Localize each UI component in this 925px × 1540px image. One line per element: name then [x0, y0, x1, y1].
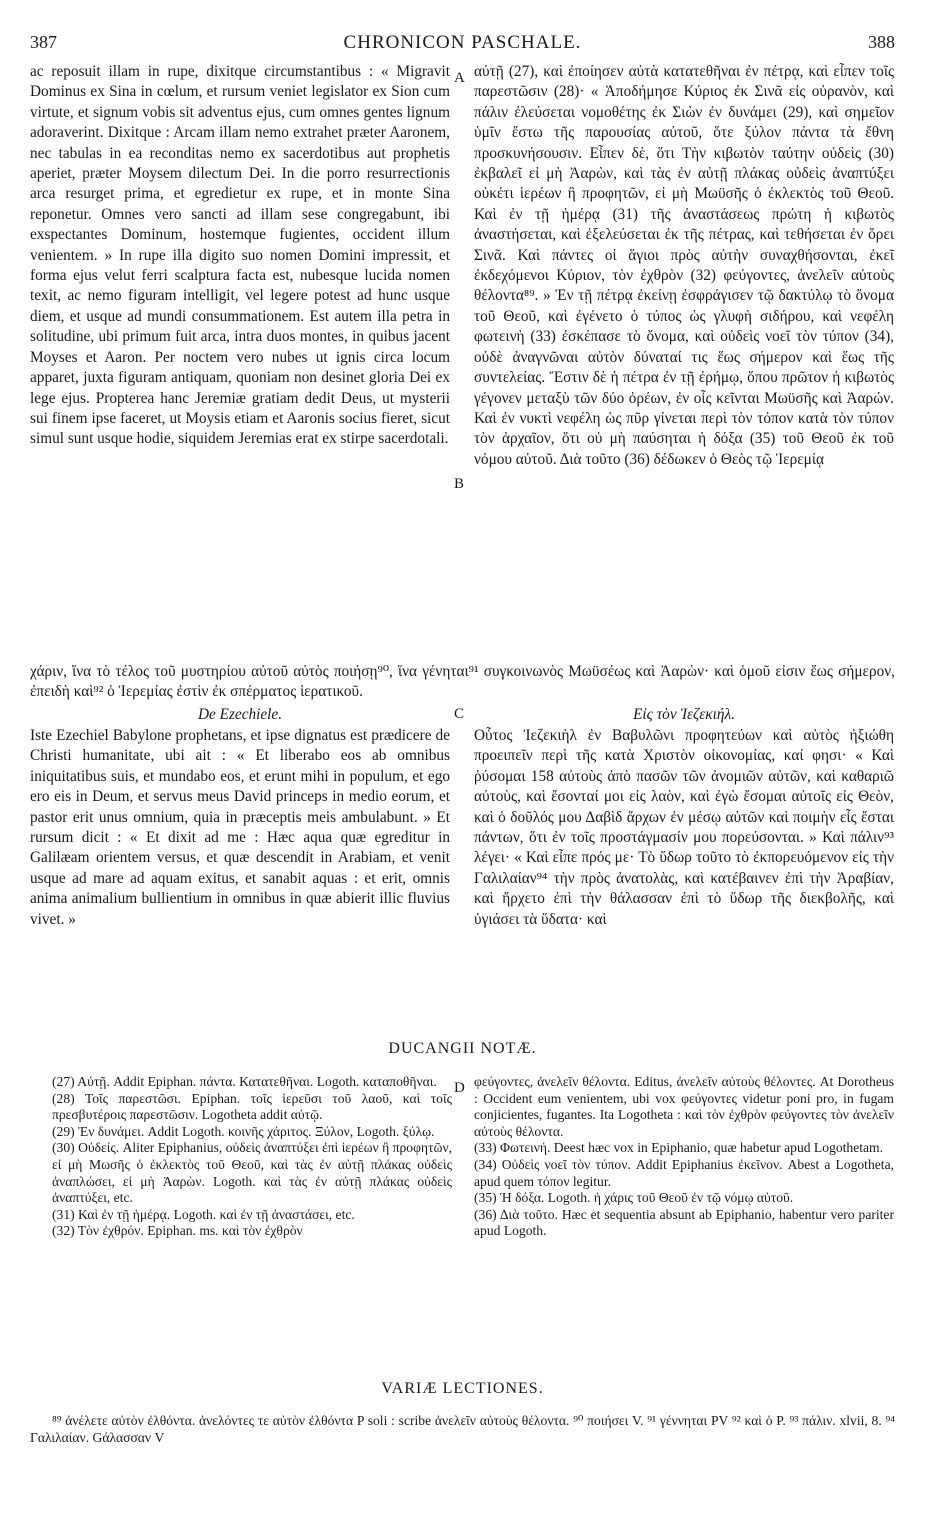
- latin-paragraph: ac reposuit illam in rupe, dixitque circumstantibus : « Migravit Dominus ex Sina in cœlum, et rursum veniet legislator ex Sion cum virtute, et signum vobis sit adventus ejus, cum omnes gentes lignum adoraverint. Dixitque : Arcam illam nemo extrahet præter Aaronem, nec tabulas in ea reconditas nemo ex sacerdotibus aut prophetis aperiet, præter Moysem dilectum Dei. In die porro resurrectionis arca resurget prima, et egredietur ex rupe, et in monte Sina reponetur. Omnes vero sancti ad illam sese congregabunt, ibi exspectantes Dominum, hostemque fugientes, occident illum venientem. » In rupe illa digito suo nomen Domini impressit, et forma ejus velut ferri scalptura facta est, nubesque lucida nomen texit, ac nemo figuram intelligit, vel legere potest ad hunc usque diem, et usque ad mundi consummationem. Est autem illa petra in solitudine, ubi primum fuit arca, intra duos montes, in quibus jacent Moyses et Aaron. Per noctem vero nubes ut ignis circa locum apparet, juxta figuram antiquam, quoniam non desinet gloria Dei ex lege ejus. Propterea hanc Jeremiæ gratiam dedit Deus, ut mysterii sui finem ipse faceret, ut Moysis etiam et Aaronis socius fieret, sicut simul sunt usque hodie, siquidem Jeremias erat ex stirpe sacerdotali.: [30, 63, 450, 448]
- margin-marker-b: B: [454, 476, 465, 492]
- latin-column-top: [30, 62, 450, 450]
- page-number-right: 388: [868, 32, 895, 52]
- latin-column-bottom: [30, 726, 450, 930]
- greek-column-bottom: [474, 726, 894, 930]
- page-number-left: 387: [30, 32, 57, 52]
- note-item: (32) Τὸν ἐχθρόν. Epiphan. ms. καὶ τὸν ἐχθρὸν: [52, 1223, 303, 1239]
- note-item: (31) Καὶ ἐν τῇ ἡμέρᾳ. Logoth. καὶ ἐν τῇ ἀναστάσει, etc.: [52, 1206, 355, 1222]
- note-item: (34) Οὐδεὶς νοεῖ τὸν τύπον. Addit Epiphanius ἐκεῖνον. Abest a Logotheta, apud quem τόπον legitur.: [474, 1156, 894, 1189]
- note-item: (36) Διὰ τοῦτο. Hæc et sequentia absunt ab Epiphanio, habentur vero pariter apud Logoth.: [474, 1206, 894, 1239]
- notes-right-column: [474, 1074, 894, 1240]
- running-head: [30, 32, 895, 54]
- greek-column-top: [474, 62, 894, 470]
- latin-ezechiel-paragraph: Iste Ezechiel Babylone prophetans, et ipse dignatus est prædicere de Christi humanitate, ubi ait : « Et liberabo eos ab omnibus iniquitatibus suis, et mundabo eos, et erunt mihi in populum, et ego ero eis in Deum, et servus meus David princeps in medio eorum, et pastor erit unus omnium, quia in præceptis meis ambulabunt. » Et rursum dicit : « Et dixit ad me : Hæc aqua quæ egreditur in Galilæam orientem versus, et quæ descendit in Arabiam, et venit usque ad mare ad aquam exitus, et sanabit aquas : et erit, omnis anima animalium bullientium in omnibus in quæ abierit illic fluvius vivet. »: [30, 727, 450, 928]
- full-width-greek-lines: [30, 662, 895, 703]
- margin-marker-a: A: [454, 70, 465, 86]
- greek-continuation: χάριν, ἵνα τὸ τέλος τοῦ μυστηρίου αὐτοῦ αὐτὸς ποιήσῃ⁹⁰, ἵνα γένηται⁹¹ συγκοινωνὸς Μωϋσέως καὶ Ἀαρὼν· καὶ ὁμοῦ εἰσιν ἕως σήμερον, ἐπειδὴ καὶ⁹² ὁ Ἱερεμίας ἐστὶν ἐκ σπέρματος ἱερατικοῦ.: [30, 663, 895, 701]
- margin-marker-d: D: [454, 1080, 465, 1096]
- greek-paragraph: αὐτῇ (27), καὶ ἐποίησεν αὐτὰ κατατεθῆναι ἐν πέτρᾳ, καὶ εἶπεν τοῖς παρεστῶσιν (28)· « Ἀποδήμησε Κύριος ἐκ Σινᾶ εἰς οὐρανὸν, καὶ πάλιν ἐλεύσεται νομοθέτης ἐκ Σιὼν ἐν δυνάμει (29), καὶ σημεῖον ὑμῖν ἔστω τῆς παρουσίας αὐτοῦ, ὅτε ξύλον πάντα τὰ ἔθνη προσκυνήσουσιν. Εἶπεν δὲ, ὅτι Τὴν κιβωτὸν ταύτην οὐδεὶς (30) ἐκβαλεῖ εἰ μὴ Ἀαρὼν, καὶ τὰς ἐν αὐτῇ πλάκας οὐδεὶς ἀναπτύξει οὐκέτι ἱερέων ἢ προφητῶν, εἰ μὴ Μωϋσῆς ὁ ἐκλεκτὸς τοῦ Θεοῦ. Καὶ ἐν τῇ ἡμέρᾳ (31) τῆς ἀναστάσεως πρώτη ἡ κιβωτὸς ἀναστήσεται, καὶ ἐξελεύσεται ἐκ τῆς πέτρας, καὶ τεθήσεται ἐν ὄρει Σινᾶ. Καὶ πάντες οἱ ἅγιοι πρὸς αὐτὴν συναχθήσονται, ἐκεῖ ἐκδεχόμενοι Κύριον, τὸν ἐχθρὸν (32) φεύγοντες, ἀνελεῖν αὐτοὺς θέλοντα⁸⁹. » Ἐν τῇ πέτρᾳ ἐκείνῃ ἐσφράγισεν τῷ δακτύλῳ τὸ ὄνομα τοῦ Θεοῦ, καὶ ἐγένετο ὁ τύπος ὡς γλυφὴ σιδήρου, καὶ νεφέλη φωτεινὴ (33) ἐσκέπασε τὸ ὄνομα, καὶ οὐδεὶς νοεῖ τὸν τύπον (34), οὐδὲ ἀναγνῶναι αὐτὸν δύναταί τις ἕως σήμερον καὶ ἕως τῆς συντελείας. Ἔστιν δὲ ἡ πέτρα ἐν τῇ ἐρήμῳ, ὅπου πρῶτον ἡ κιβωτὸς γέγονεν μεταξὺ τῶν δύο ὀρέων, ἐν οἷς κεῖνται Μωϋσῆς καὶ Ἀαρών. Καὶ ἐν νυκτὶ νεφέλη ὡς πῦρ γίνεται περὶ τὸν τόπον κατὰ τὸν τύπον τὸν ἀρχαῖον, ὅτι οὐ μὴ παύσηται ἡ δόξα (35) τοῦ Θεοῦ ἐκ τοῦ νόμου αὐτοῦ. Διὰ τοῦτο (36) δέδωκεν ὁ Θεὸς τῷ Ἱερεμίᾳ: [474, 63, 894, 468]
- margin-marker-c: C: [454, 706, 465, 722]
- greek-section-heading: Εἰς τὸν Ἰεζεκιήλ.: [633, 706, 735, 723]
- running-title: CHRONICON PASCHALE.: [343, 32, 582, 53]
- note-item: (35) Ἡ δόξα. Logoth. ἡ χάρις τοῦ Θεοῦ ἐν τῷ νόμῳ αὐτοῦ.: [474, 1190, 794, 1206]
- note-item: (33) Φωτεινή. Deest hæc vox in Epiphanio, quæ habetur apud Logothetam.: [474, 1140, 884, 1156]
- notes-left-column: [52, 1074, 452, 1240]
- note-item: (27) Αὐτῇ. Addit Epiphan. πάντα. Κατατεθῆναι. Logoth. καταποθῆναι.: [52, 1074, 437, 1089]
- latin-section-heading: De Ezechiele.: [197, 706, 283, 723]
- note-item: (30) Οὐδείς. Aliter Epiphanius, οὐδεὶς ἀναπτύξει ἐπὶ ἱερέων ἢ προφητῶν, εἰ μὴ Μωσῆς ὁ ἐκλεκτὸς τοῦ Θεοῦ, καὶ τὰς ἐν αὐτῇ πλάκας οὐδεὶς ἀναπλώσει, εἰ μὴ Ἀαρὼν. Logoth. καὶ τὰς ἐν αὐτῇ πλάκας οὐδεὶς ἀναπτύξει, etc.: [52, 1140, 452, 1206]
- notes-title: DUCANGII NOTÆ.: [388, 1040, 537, 1057]
- note-item: (28) Τοῖς παρεστῶσι. Epiphan. τοῖς ἱερεῦσι τοῦ λαοῦ, καὶ τοῖς πρεσβυτέροις παρεστῶσιν. Logotheta addit αὐτῷ.: [52, 1090, 452, 1123]
- note-item: φεύγοντες, ἀνελεῖν θέλοντα. Editus, ἀνελεῖν αὐτοὺς θέλοντες. At Dorotheus : Occident eum venientem, ubi vox φεύγοντες videtur poni pro, in fugam conjicientes, fugantes. Ita Logotheta : καὶ τὸν ἐχθρὸν φεύγοντες τὸν ἀνελεῖν αὐτοὺς θέλοντα.: [474, 1074, 894, 1139]
- variant-readings: ⁸⁹ ἀνέλετε αὐτὸν ἐλθόντα. ἀνελόντες τε αὐτὸν ἐλθόντα P soli : scribe ἀνελεῖν αὐτοὺς θέλοντα. ⁹⁰ ποιήσει V. ⁹¹ γέννηται PV ⁹² καὶ ὁ P. ⁹³ πάλιν. xlvii, 8. ⁹⁴ Γαλιλαίαν. Gάλασσαν V: [30, 1413, 895, 1445]
- variants-title: VARIÆ LECTIONES.: [381, 1380, 544, 1397]
- greek-ezechiel-paragraph: Οὗτος Ἰεζεκιὴλ ἐν Βαβυλῶνι προφητεύων καὶ αὐτὸς ἠξιώθη προειπεῖν περὶ τῆς κατὰ Χριστὸν οἰκονομίας, καί φησι· « Καὶ ῥύσομαι 158 αὐτοὺς ἀπὸ πασῶν τῶν ἀνομιῶν αὐτῶν, καὶ καθαριῶ αὐτοὺς, καὶ ἔσονταί μοι εἰς λαὸν, καὶ ἐγὼ ἔσομαι αὐτοῖς εἰς Θεὸν, καὶ ὁ δοῦλός μου Δαβὶδ ἄρχων ἐν μέσῳ αὐτῶν καὶ ποιμὴν εἷς ἔσται πάντων, ὅτι ἐν τοῖς προστάγμασίν μου πορεύσονται. » Καὶ πάλιν⁹³ λέγει· « Καὶ εἶπε πρός με· Τὸ ὕδωρ τοῦτο τὸ ἐκπορευόμενον εἰς τὴν Γαλιλαίαν⁹⁴ τὴν πρὸς ἀνατολὰς, καὶ κατέβαινεν ἐπὶ τὴν Ἀραβίαν, καὶ ἤρχετο ἐπὶ τὴν θάλασσαν ἐπὶ τὸ ὕδωρ τῆς διεκβολῆς, καὶ ὑγιάσει τὰ ὕδατα· καὶ: [474, 727, 894, 928]
- note-item: (29) Ἐν δυνάμει. Addit Logoth. κοινῆς χάριτος. Ξύλον, Logoth. ξύλῳ.: [52, 1123, 435, 1139]
